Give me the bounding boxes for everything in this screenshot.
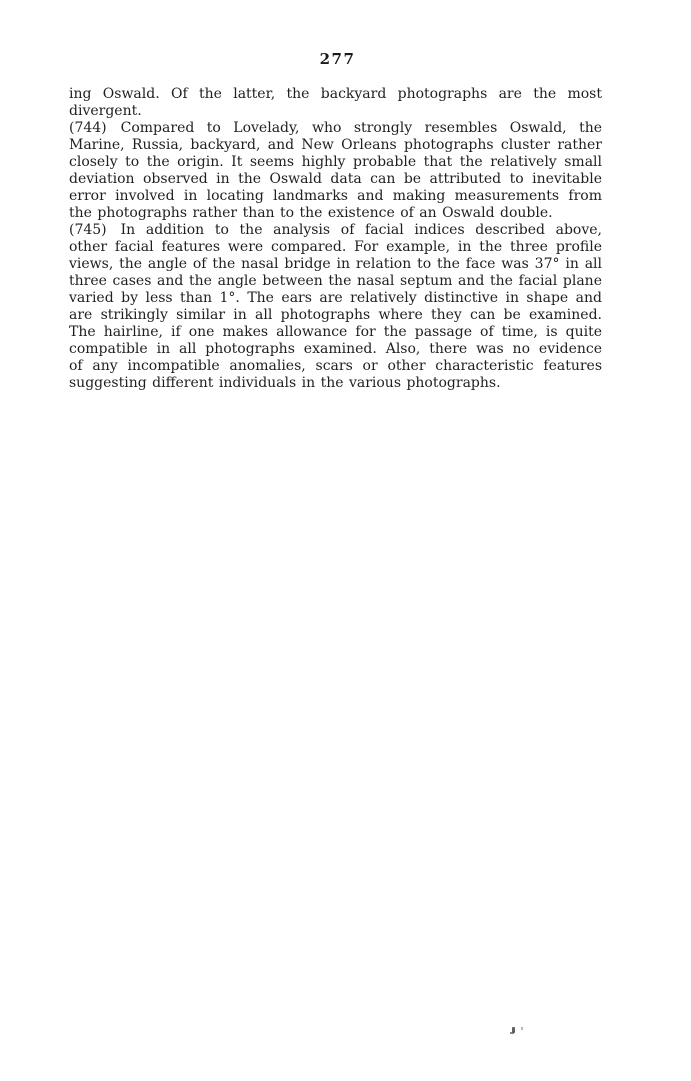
page-number: 277: [319, 50, 356, 68]
text-line: closely to the origin. It seems highly probable that the relatively small: [69, 154, 602, 170]
text-line: (745) In addition to the analysis of facial indices described above,: [69, 222, 602, 238]
text-line: (744) Compared to Lovelady, who strongly resembles Oswald, the: [69, 120, 602, 136]
print-smudge-mark: [509, 1023, 525, 1035]
text-line: varied by less than 1°. The ears are relatively distinctive in shape and: [69, 290, 602, 306]
text-line: three cases and the angle between the nasal septum and the facial plane: [69, 273, 602, 289]
text-line: of any incompatible anomalies, scars or other characteristic features: [69, 358, 602, 374]
text-line: compatible in all photographs examined. Also, there was no evidence: [69, 341, 602, 357]
text-line: error involved in locating landmarks and making measurements from: [69, 188, 602, 204]
text-line: the photographs rather than to the existence of an Oswald double.: [69, 205, 553, 221]
text-line: views, the angle of the nasal bridge in relation to the face was 37° in all: [69, 256, 602, 272]
text-line: The hairline, if one makes allowance for the passage of time, is quite: [69, 324, 602, 340]
text-line: suggesting different individuals in the various photographs.: [69, 375, 501, 391]
text-line: deviation observed in the Oswald data can be attributed to inevitable: [69, 171, 602, 187]
smudge-speck: [510, 1032, 514, 1034]
text-line: divergent.: [69, 103, 142, 119]
text-block: [69, 86, 602, 392]
text-line: ing Oswald. Of the latter, the backyard photographs are the most: [69, 86, 602, 102]
smudge-speck: [521, 1027, 523, 1030]
text-line: are strikingly similar in all photographs where they can be examined.: [69, 307, 602, 323]
text-line: Marine, Russia, backyard, and New Orleans photographs cluster rather: [69, 137, 602, 153]
text-line: other facial features were compared. For example, in the three profile: [69, 239, 602, 255]
